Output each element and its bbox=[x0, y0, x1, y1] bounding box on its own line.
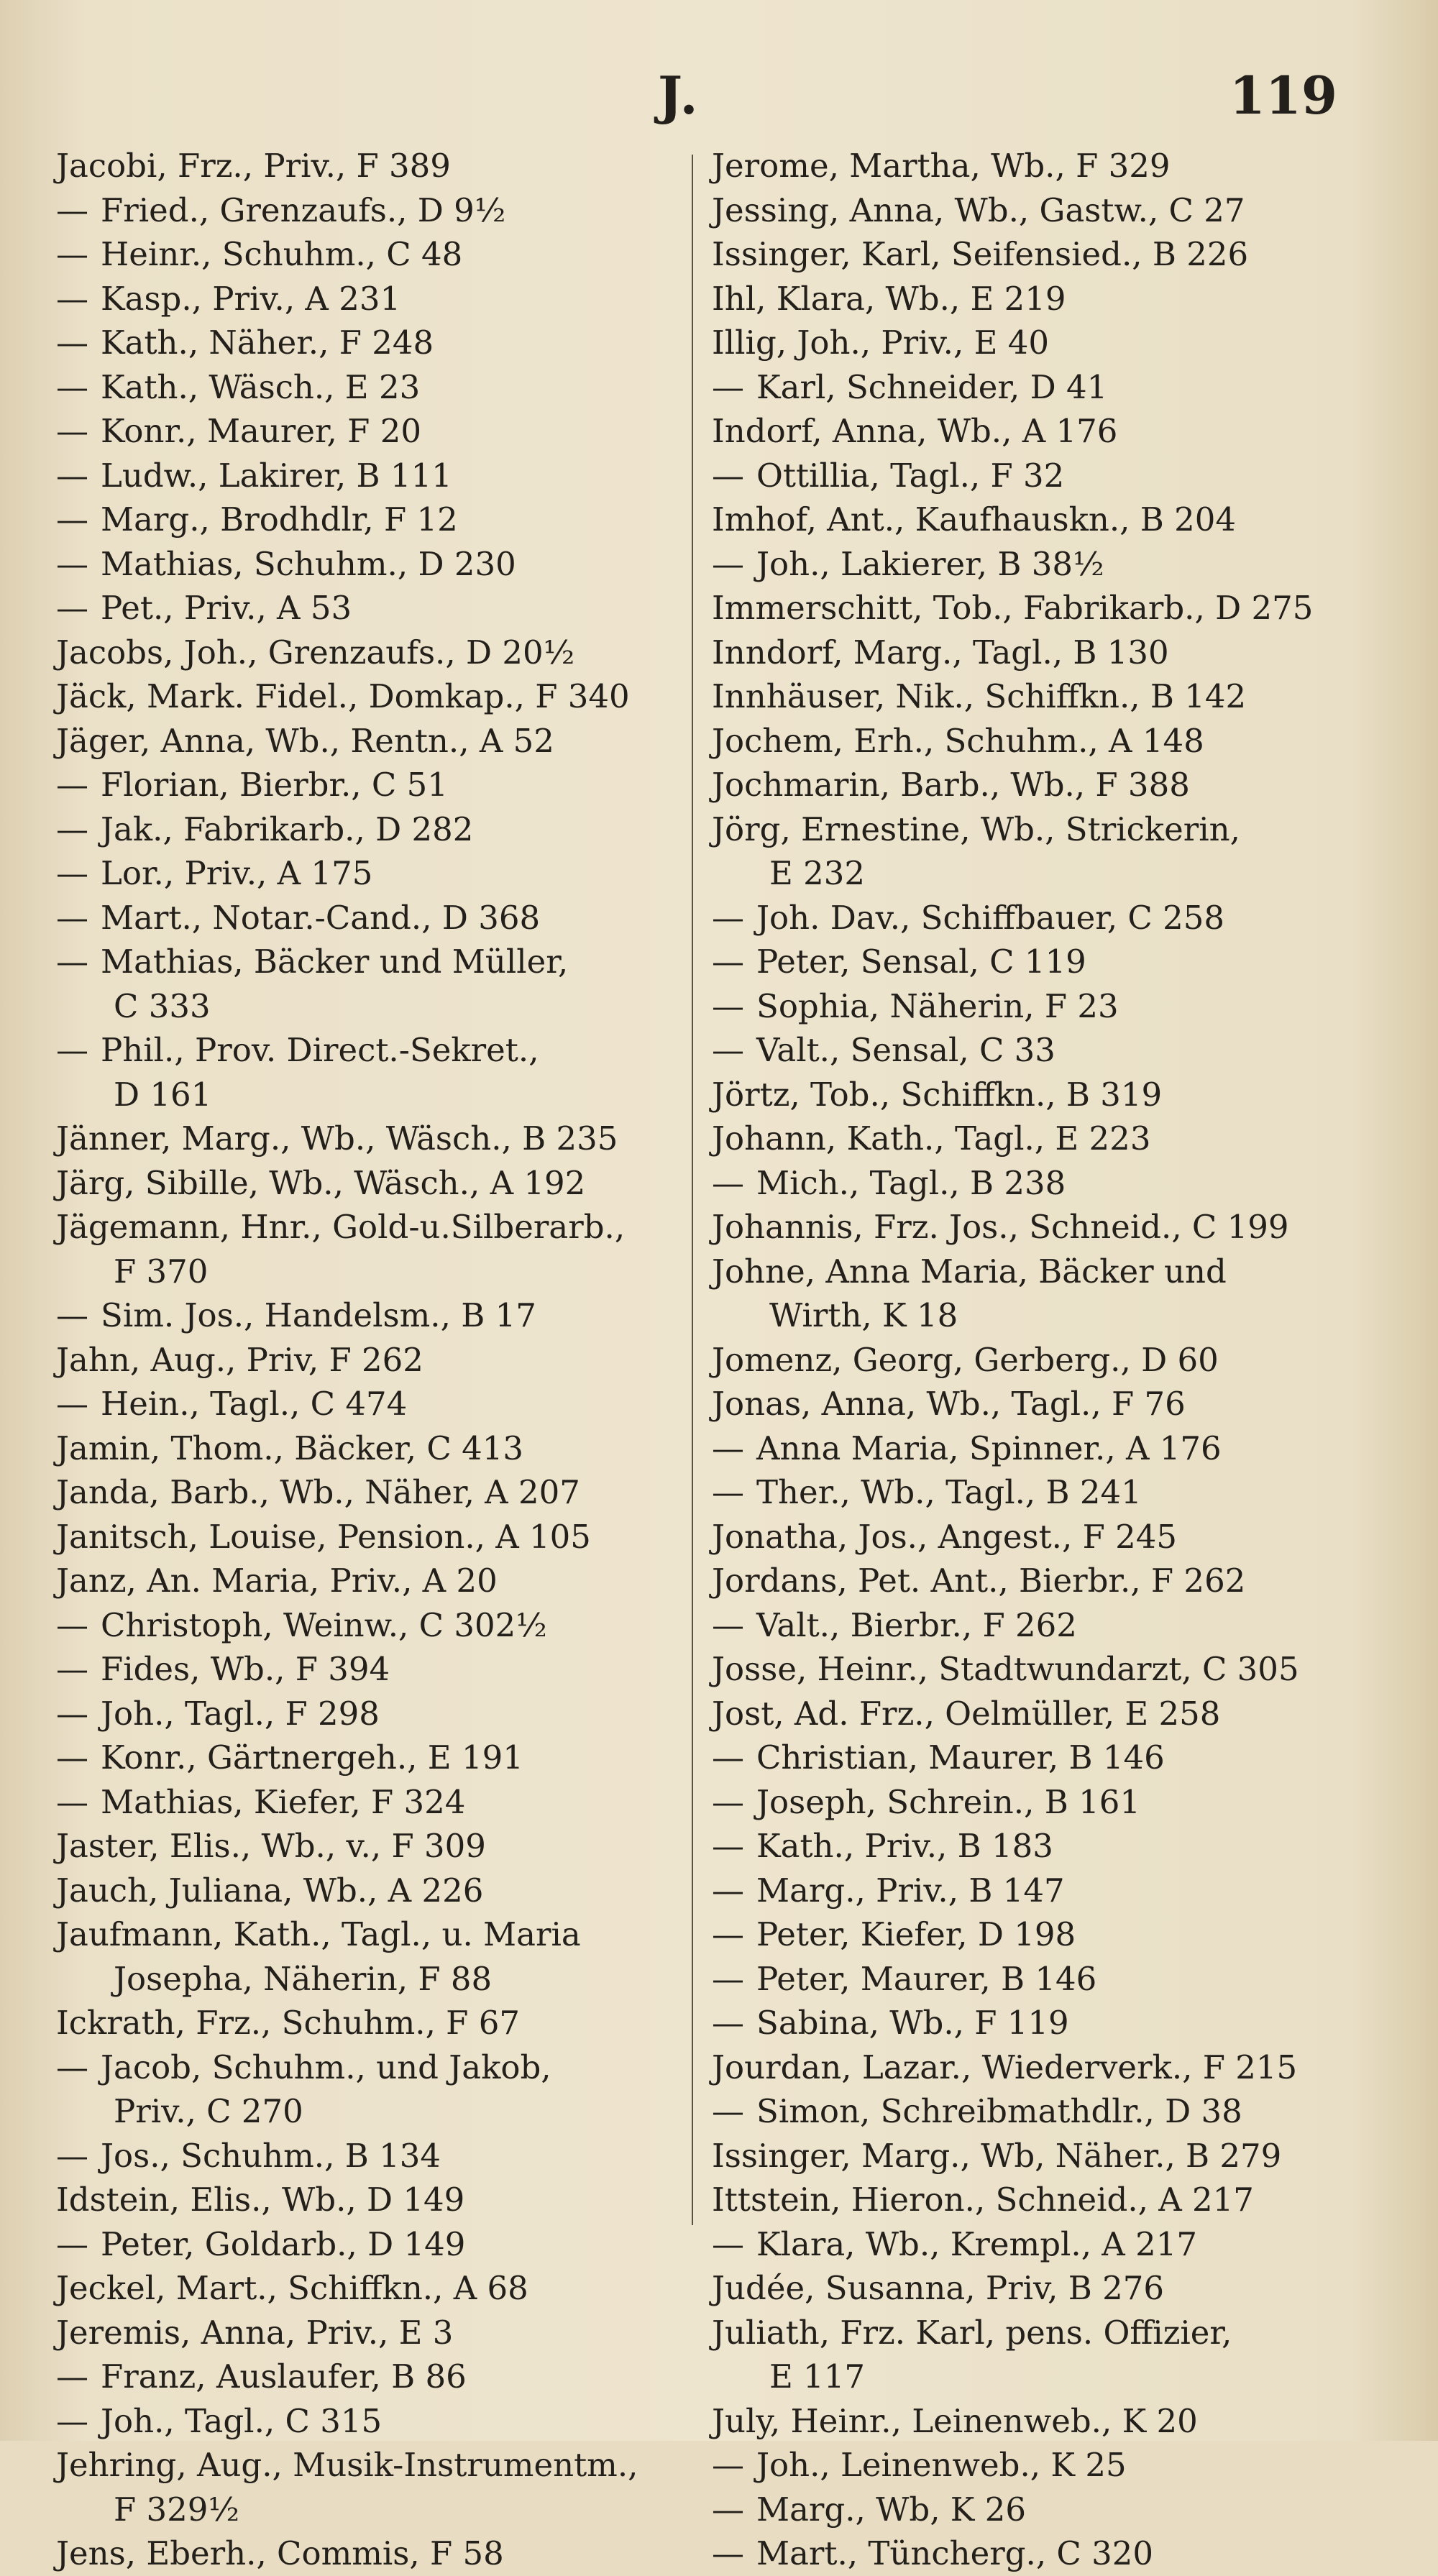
sub-entry: — Phil., Prov. Direct.-Sekret., bbox=[56, 1028, 674, 1073]
directory-entry: Jonatha, Jos., Angest., F 245 bbox=[712, 1517, 1178, 1556]
directory-entry: Janitsch, Louise, Pension., A 105 bbox=[56, 1517, 591, 1556]
sub-entry: — Joh. Dav., Schiffbauer, C 258 bbox=[712, 896, 1395, 940]
directory-entry: July, Heinr., Leinenweb., K 20 bbox=[712, 2401, 1198, 2440]
sub-entry: — Kath., Näher., F 248 bbox=[56, 321, 674, 365]
page-header bbox=[0, 65, 1438, 129]
entry-continuation: F 329½ bbox=[114, 2490, 240, 2529]
sub-entry: — Kasp., Priv., A 231 bbox=[56, 277, 674, 321]
sub-entry: — Valt., Sensal, C 33 bbox=[712, 1028, 1395, 1073]
sub-entry: — Mart., Notar.-Cand., D 368 bbox=[56, 896, 674, 940]
entry-continuation: E 117 bbox=[769, 2357, 866, 2396]
directory-entry: Jochem, Erh., Schuhm., A 148 bbox=[712, 721, 1204, 760]
directory-entry: Juliath, Frz. Karl, pens. Offizier, bbox=[712, 2313, 1232, 2352]
directory-entry: Issinger, Marg., Wb, Näher., B 279 bbox=[712, 2136, 1282, 2175]
sub-entry: — Jos., Schuhm., B 134 bbox=[56, 2134, 674, 2178]
directory-entry: Jomenz, Georg, Gerberg., D 60 bbox=[712, 1340, 1219, 1379]
directory-entry: Jerome, Martha, Wb., F 329 bbox=[712, 147, 1171, 185]
sub-entry: — Peter, Sensal, C 119 bbox=[712, 940, 1395, 984]
directory-entry: Innhäuser, Nik., Schiffkn., B 142 bbox=[712, 677, 1247, 715]
sub-entry: — Marg., Brodhdlr, F 12 bbox=[56, 498, 674, 542]
sub-entry: — Peter, Kiefer, D 198 bbox=[712, 1912, 1395, 1957]
directory-entry: Inndorf, Marg., Tagl., B 130 bbox=[712, 633, 1169, 671]
directory-entry: Jacobi, Frz., Priv., F 389 bbox=[56, 147, 451, 185]
sub-entry: — Pet., Priv., A 53 bbox=[56, 586, 674, 631]
directory-entry: Jänner, Marg., Wb., Wäsch., B 235 bbox=[56, 1119, 618, 1158]
directory-entry: Josse, Heinr., Stadtwundarzt, C 305 bbox=[712, 1650, 1299, 1688]
entry-continuation: E 232 bbox=[769, 854, 866, 892]
sub-entry: — Marg., Wb, K 26 bbox=[712, 2488, 1395, 2532]
sub-entry: — Kath., Wäsch., E 23 bbox=[56, 365, 674, 410]
sub-entry: — Klara, Wb., Krempl., A 217 bbox=[712, 2222, 1395, 2267]
sub-entry: — Joh., Leinenweb., K 25 bbox=[712, 2443, 1395, 2488]
sub-entry: — Jacob, Schuhm., und Jakob, bbox=[56, 2045, 674, 2090]
directory-entry: Janz, An. Maria, Priv., A 20 bbox=[56, 1562, 498, 1600]
entry-continuation: F 370 bbox=[114, 1252, 209, 1291]
sub-entry: — Fides, Wb., F 394 bbox=[56, 1647, 674, 1692]
column-divider bbox=[692, 155, 693, 2225]
directory-entry: Jochmarin, Barb., Wb., F 388 bbox=[712, 766, 1190, 804]
directory-entry: Jägemann, Hnr., Gold-u.Silberarb., bbox=[56, 1208, 626, 1246]
sub-entry: — Konr., Maurer, F 20 bbox=[56, 409, 674, 454]
directory-entry: Ittstein, Hieron., Schneid., A 217 bbox=[712, 2181, 1254, 2219]
sub-entry: — Peter, Maurer, B 146 bbox=[712, 1957, 1395, 2002]
directory-entry: Jacobs, Joh., Grenzaufs., D 20½ bbox=[56, 633, 575, 671]
section-letter: J. bbox=[658, 65, 700, 126]
sub-entry: — Lor., Priv., A 175 bbox=[56, 851, 674, 896]
directory-entry: Jamin, Thom., Bäcker, C 413 bbox=[56, 1429, 523, 1467]
sub-entry: — Ludw., Lakirer, B 111 bbox=[56, 454, 674, 498]
sub-entry: — Sim. Jos., Handelsm., B 17 bbox=[56, 1293, 674, 1338]
sub-entry: — Joh., Tagl., F 298 bbox=[56, 1692, 674, 1736]
directory-entry: Jaufmann, Kath., Tagl., u. Maria bbox=[56, 1915, 581, 1953]
sub-entry: — Simon, Schreibmathdlr., D 38 bbox=[712, 2089, 1395, 2134]
sub-entry: — Christian, Maurer, B 146 bbox=[712, 1736, 1395, 1780]
sub-entry: — Sophia, Näherin, F 23 bbox=[712, 984, 1395, 1029]
sub-entry: — Heinr., Schuhm., C 48 bbox=[56, 232, 674, 277]
sub-entry: — Mathias, Kiefer, F 324 bbox=[56, 1780, 674, 1825]
directory-entry: Jaster, Elis., Wb., v., F 309 bbox=[56, 1827, 486, 1865]
sub-entry: — Joh., Tagl., C 315 bbox=[56, 2399, 674, 2444]
sub-entry: — Marg., Priv., B 147 bbox=[712, 1869, 1395, 1913]
sub-entry: — Hein., Tagl., C 474 bbox=[56, 1382, 674, 1426]
entry-continuation: D 161 bbox=[114, 1075, 212, 1114]
directory-entry: Jauch, Juliana, Wb., A 226 bbox=[56, 1871, 484, 1910]
directory-entry: Ickrath, Frz., Schuhm., F 67 bbox=[56, 2004, 520, 2042]
directory-entry: Illig, Joh., Priv., E 40 bbox=[712, 324, 1049, 362]
directory-entry: Jonas, Anna, Wb., Tagl., F 76 bbox=[712, 1385, 1186, 1423]
directory-entry: Indorf, Anna, Wb., A 176 bbox=[712, 412, 1118, 450]
directory-entry: Jordans, Pet. Ant., Bierbr., F 262 bbox=[712, 1562, 1246, 1600]
directory-entry: Judée, Susanna, Priv, B 276 bbox=[712, 2269, 1164, 2307]
sub-entry: — Joseph, Schrein., B 161 bbox=[712, 1780, 1395, 1825]
entry-continuation: Josepha, Näherin, F 88 bbox=[114, 1959, 493, 1998]
sub-entry: — Franz, Auslaufer, B 86 bbox=[56, 2355, 674, 2399]
directory-entry: Järg, Sibille, Wb., Wäsch., A 192 bbox=[56, 1163, 586, 1202]
sub-entry: — Jak., Fabrikarb., D 282 bbox=[56, 807, 674, 852]
sub-entry: — Anna Maria, Spinner., A 176 bbox=[712, 1426, 1395, 1471]
entry-continuation: Priv., C 270 bbox=[114, 2092, 303, 2130]
sub-entry: — Kath., Priv., B 183 bbox=[712, 1824, 1395, 1869]
directory-entry: Immerschitt, Tob., Fabrikarb., D 275 bbox=[712, 589, 1314, 627]
directory-entry: Idstein, Elis., Wb., D 149 bbox=[56, 2181, 465, 2219]
directory-entry: Jessing, Anna, Wb., Gastw., C 27 bbox=[712, 191, 1245, 229]
directory-entry: Jeckel, Mart., Schiffkn., A 68 bbox=[56, 2269, 528, 2307]
entry-continuation: Wirth, K 18 bbox=[769, 1296, 958, 1334]
directory-entry: Jens, Eberh., Commis, F 58 bbox=[56, 2534, 504, 2572]
directory-entry: Jäger, Anna, Wb., Rentn., A 52 bbox=[56, 721, 554, 760]
directory-entry: Johne, Anna Maria, Bäcker und bbox=[712, 1252, 1227, 1291]
directory-entry: Ihl, Klara, Wb., E 219 bbox=[712, 279, 1066, 318]
sub-entry: — Ottillia, Tagl., F 32 bbox=[712, 454, 1395, 498]
sub-entry: — Christoph, Weinw., C 302½ bbox=[56, 1603, 674, 1648]
directory-entry: Jörg, Ernestine, Wb., Strickerin, bbox=[712, 810, 1240, 848]
sub-entry: — Fried., Grenzaufs., D 9½ bbox=[56, 188, 674, 233]
entry-continuation: C 333 bbox=[114, 986, 211, 1025]
directory-entry: Jost, Ad. Frz., Oelmüller, E 258 bbox=[712, 1694, 1221, 1733]
directory-entry: Jäck, Mark. Fidel., Domkap., F 340 bbox=[56, 677, 630, 715]
directory-entry: Jörtz, Tob., Schiffkn., B 319 bbox=[712, 1075, 1163, 1114]
directory-entry: Issinger, Karl, Seifensied., B 226 bbox=[712, 235, 1249, 273]
sub-entry: — Mathias, Bäcker und Müller, bbox=[56, 940, 674, 984]
directory-entry: Imhof, Ant., Kaufhauskn., B 204 bbox=[712, 500, 1237, 538]
sub-entry: — Ther., Wb., Tagl., B 241 bbox=[712, 1470, 1395, 1515]
left-column bbox=[56, 144, 674, 2572]
sub-entry: — Konr., Gärtnergeh., E 191 bbox=[56, 1736, 674, 1780]
right-column bbox=[712, 144, 1395, 2572]
sub-entry: — Mathias, Schuhm., D 230 bbox=[56, 542, 674, 587]
sub-entry: — Karl, Schneider, D 41 bbox=[712, 365, 1395, 410]
directory-entry: Johann, Kath., Tagl., E 223 bbox=[712, 1119, 1151, 1158]
sub-entry: — Sabina, Wb., F 119 bbox=[712, 2001, 1395, 2045]
sub-entry: — Mich., Tagl., B 238 bbox=[712, 1161, 1395, 1206]
sub-entry: — Florian, Bierbr., C 51 bbox=[56, 763, 674, 807]
directory-entry: Janda, Barb., Wb., Näher, A 207 bbox=[56, 1473, 580, 1511]
sub-entry: — Valt., Bierbr., F 262 bbox=[712, 1603, 1395, 1648]
directory-entry: Jahn, Aug., Priv, F 262 bbox=[56, 1340, 423, 1379]
directory-entry: Jeremis, Anna, Priv., E 3 bbox=[56, 2313, 454, 2352]
sub-entry: — Peter, Goldarb., D 149 bbox=[56, 2222, 674, 2267]
page-number: 119 bbox=[1229, 65, 1337, 126]
sub-entry: — Joh., Lakierer, B 38½ bbox=[712, 542, 1395, 587]
sub-entry: — Mart., Tüncherg., C 320 bbox=[712, 2531, 1395, 2576]
directory-entry: Jehring, Aug., Musik-Instrumentm., bbox=[56, 2446, 638, 2484]
directory-entry: Johannis, Frz. Jos., Schneid., C 199 bbox=[712, 1208, 1289, 1246]
directory-entry: Jourdan, Lazar., Wiederverk., F 215 bbox=[712, 2048, 1298, 2086]
